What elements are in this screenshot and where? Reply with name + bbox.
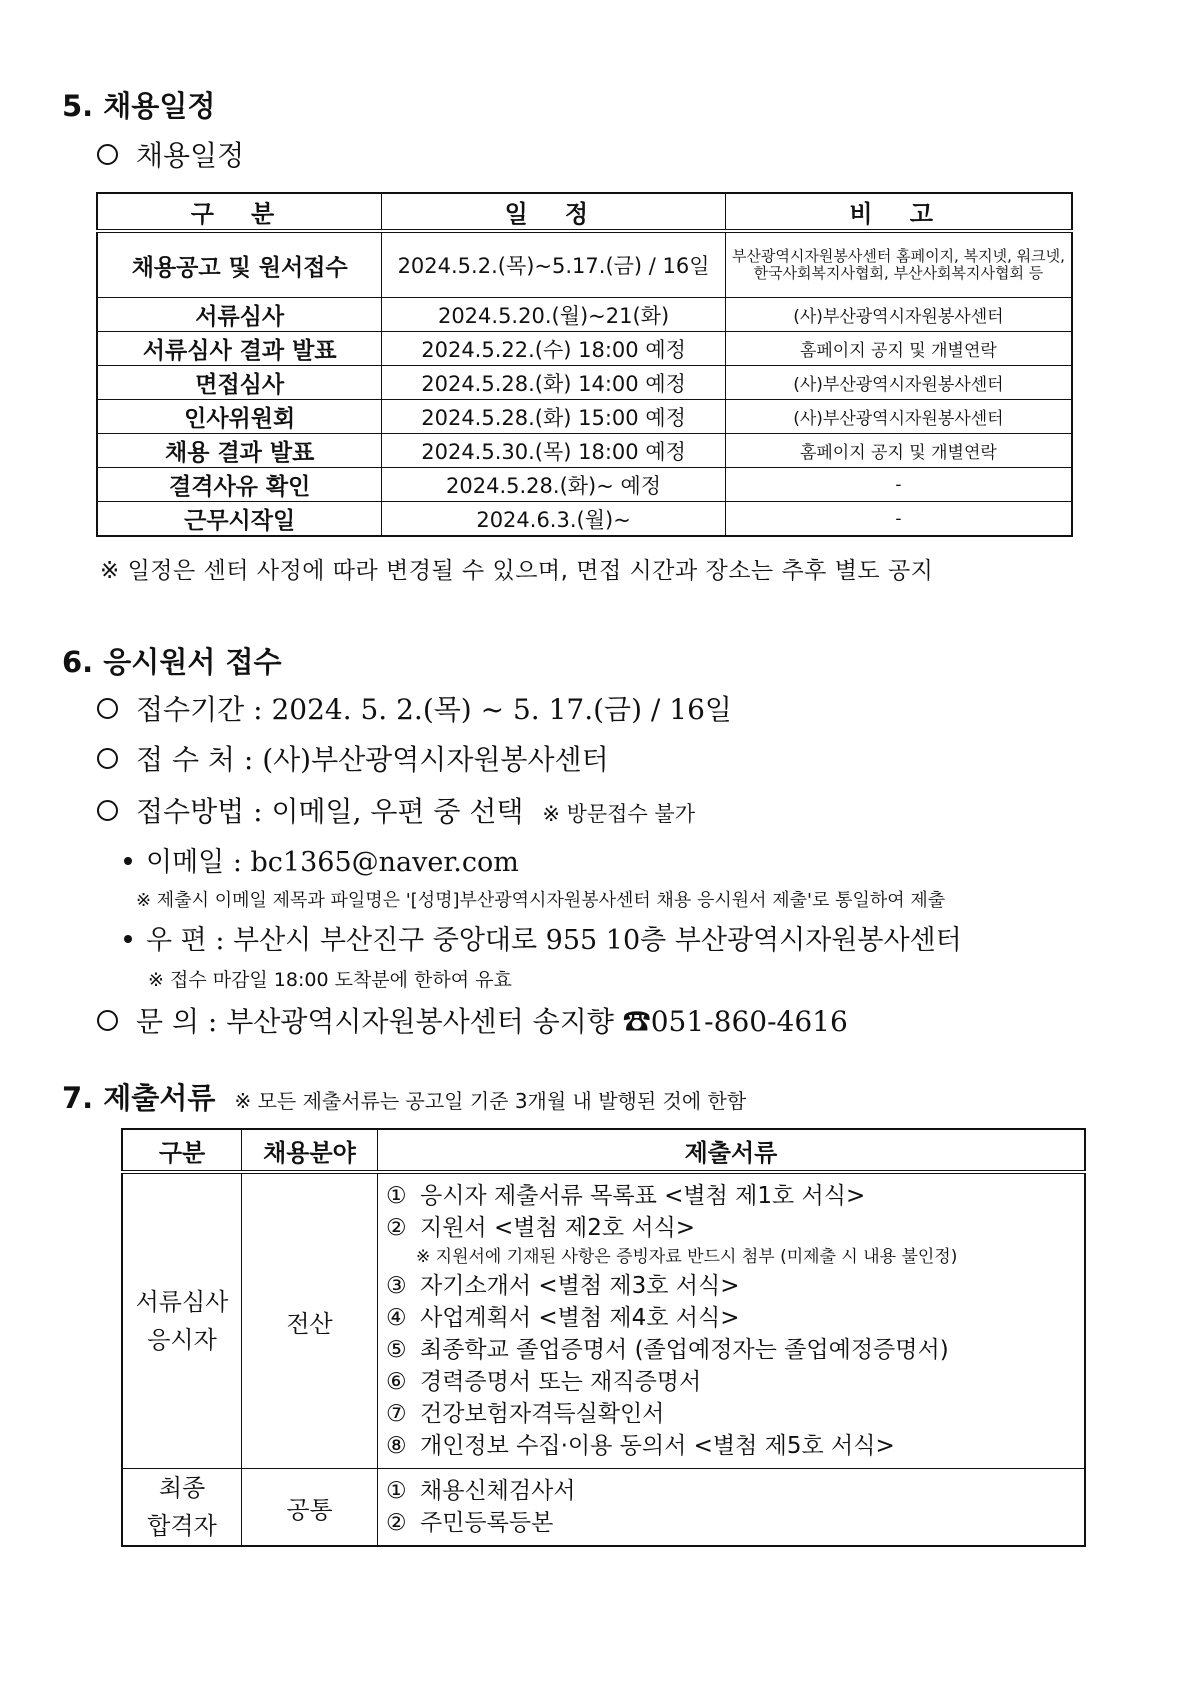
item-number: ③: [386, 1273, 407, 1299]
item-text: 건강보험자격득실확인서: [420, 1401, 665, 1427]
list-item: [386, 1180, 1084, 1212]
section6-title: 6. 응시원서 접수: [62, 645, 282, 679]
item-text: 경력증명서 또는 재직증명서: [420, 1369, 702, 1395]
table-row: [97, 468, 1072, 502]
section7-note: ※ 모든 제출서류는 공고일 기준 3개월 내 발행된 것에 한함: [234, 1089, 747, 1113]
list-item: [386, 1366, 1084, 1398]
item-number: ②: [386, 1215, 407, 1241]
schedule-table: [96, 192, 1073, 537]
method-note: ※ 방문접수 불가: [542, 802, 696, 826]
email-label: 이메일: [146, 847, 225, 878]
method-value: 이메일, 우편 중 선택: [271, 795, 524, 828]
item-number: ④: [386, 1305, 407, 1331]
docs-header-field: 채용분야: [242, 1129, 378, 1172]
list-item: [386, 1270, 1084, 1302]
schedule-date: 2024.5.28.(화) 15:00 예정: [382, 400, 725, 434]
docs-list: [378, 1469, 1086, 1547]
section5-title: 5. 채용일정: [62, 89, 216, 123]
circle-bullet-icon: [97, 1010, 118, 1031]
circle-bullet-icon: [97, 698, 118, 719]
schedule-date: 2024.5.20.(월)~21(화): [382, 298, 725, 332]
mail-note: ※ 접수 마감일 18:00 도착분에 한하여 유효: [148, 969, 512, 991]
list-item: [386, 1398, 1084, 1430]
mail-value: 부산시 부산진구 중앙대로 955 10층 부산광역시자원봉사센터: [233, 925, 962, 956]
list-item: [386, 1475, 1084, 1507]
place-row: 접 수 처 : (사)부산광역시자원봉사센터: [97, 738, 609, 778]
phone-icon: ☎: [622, 1005, 651, 1038]
inquiry-value: 부산광역시자원봉사센터 송지향: [226, 1005, 614, 1038]
inquiry-row: 문 의 : 부산광역시자원봉사센터 송지향 ☎051-860-4616: [97, 1000, 848, 1040]
docs-field: 공통: [242, 1469, 378, 1547]
period-row: 접수기간 : 2024. 5. 2.(목) ~ 5. 17.(금) / 16일: [97, 688, 732, 728]
documents-table: [121, 1128, 1086, 1547]
item-text: 응시자 제출서류 목록표 <별첨 제1호 서식>: [420, 1183, 866, 1209]
schedule-date: 2024.6.3.(월)~: [382, 502, 725, 537]
mail-row: 우 편 : 부산시 부산진구 중앙대로 955 10층 부산광역시자원봉사센터: [124, 918, 962, 957]
schedule-footnote: ※ 일정은 센터 사정에 따라 변경될 수 있으며, 면접 시간과 장소는 추후 별도 공지: [100, 558, 934, 584]
table-row: [97, 366, 1072, 400]
schedule-header-schedule: 일 정: [382, 193, 725, 231]
period-value: 2024. 5. 2.(목) ~ 5. 17.(금) / 16일: [271, 693, 732, 726]
schedule-category: 서류심사 결과 발표: [97, 332, 382, 366]
docs-header-category: 구분: [122, 1129, 242, 1172]
table-row: [122, 1469, 1085, 1547]
schedule-date: 2024.5.30.(목) 18:00 예정: [382, 434, 725, 468]
item-text: 최종학교 졸업증명서 (졸업예정자는 졸업예정증명서): [420, 1337, 949, 1363]
item-text: 개인정보 수집·이용 동의서 <별첨 제5호 서식>: [420, 1433, 895, 1459]
table-row: [97, 400, 1072, 434]
schedule-date: 2024.5.28.(화) 14:00 예정: [382, 366, 725, 400]
mail-label: 우 편: [146, 925, 207, 956]
schedule-date: 2024.5.2.(목)~5.17.(금) / 16일: [382, 231, 725, 298]
schedule-category: 서류심사: [97, 298, 382, 332]
item-number: ①: [386, 1183, 407, 1209]
item-number: ⑧: [386, 1433, 407, 1459]
item-number: ②: [386, 1510, 407, 1536]
item-number: ①: [386, 1478, 407, 1504]
schedule-note: 홈페이지 공지 및 개별연락: [725, 434, 1072, 468]
phone-number: 051-860-4616: [650, 1005, 848, 1038]
schedule-header-note: 비 고: [725, 193, 1072, 231]
item-text: 사업계획서 <별첨 제4호 서식>: [420, 1305, 740, 1331]
table-row: [97, 332, 1072, 366]
item-text: 채용신체검사서: [420, 1478, 576, 1504]
table-row: [97, 298, 1072, 332]
item-number: ⑤: [386, 1337, 407, 1363]
list-item: [386, 1430, 1084, 1462]
schedule-date: 2024.5.28.(화)~ 예정: [382, 468, 725, 502]
docs-category: [122, 1172, 242, 1469]
section5-subtitle-row: [97, 134, 244, 174]
section7-title: 7. 제출서류: [62, 1081, 216, 1115]
place-value: (사)부산광역시자원봉사센터: [262, 743, 609, 776]
dot-bullet-icon: [124, 935, 132, 943]
schedule-note: -: [725, 502, 1072, 537]
docs-field: 전산: [242, 1172, 378, 1469]
schedule-date: 2024.5.22.(수) 18:00 예정: [382, 332, 725, 366]
circle-bullet-icon: [97, 144, 118, 165]
method-label: 접수방법: [136, 795, 245, 828]
schedule-note: -: [725, 468, 1072, 502]
circle-bullet-icon: [97, 800, 118, 821]
item-text: 자기소개서 <별첨 제3호 서식>: [420, 1273, 740, 1299]
list-item: [386, 1507, 1084, 1539]
section7-header: [62, 1076, 746, 1117]
dot-bullet-icon: [124, 857, 132, 865]
list-item: [386, 1212, 1084, 1244]
docs-category: [122, 1469, 242, 1547]
method-row: 접수방법 : 이메일, 우편 중 선택 ※ 방문접수 불가: [97, 790, 695, 830]
schedule-category: 인사위원회: [97, 400, 382, 434]
item-text: 주민등록등본: [420, 1510, 554, 1536]
item-text: 지원서 <별첨 제2호 서식>: [420, 1215, 696, 1241]
schedule-note: 홈페이지 공지 및 개별연락: [725, 332, 1072, 366]
list-item: [386, 1334, 1084, 1366]
email-value: bc1365@naver.com: [250, 847, 519, 878]
item-number: ⑥: [386, 1369, 407, 1395]
place-label: 접 수 처: [136, 743, 235, 776]
schedule-note: (사)부산광역시자원봉사센터: [725, 298, 1072, 332]
docs-header-documents: 제출서류: [378, 1129, 1086, 1172]
schedule-category: 근무시작일: [97, 502, 382, 537]
docs-list: [378, 1172, 1086, 1469]
table-row: [97, 434, 1072, 468]
schedule-note: (사)부산광역시자원봉사센터: [725, 366, 1072, 400]
table-row: [97, 231, 1072, 298]
docs-category-line2: 응시자: [147, 1326, 217, 1354]
inquiry-label: 문 의: [136, 1005, 199, 1038]
table-row: [122, 1172, 1085, 1469]
docs-category-line2: 합격자: [147, 1512, 217, 1540]
item-number: ⑦: [386, 1401, 407, 1427]
list-item: [386, 1302, 1084, 1334]
schedule-category: 채용 결과 발표: [97, 434, 382, 468]
docs-category-line1: 최종: [158, 1474, 206, 1502]
period-label: 접수기간: [136, 693, 245, 726]
schedule-note: 부산광역시자원봉사센터 홈페이지, 복지넷, 워크넷, 한국사회복지사협회, 부산사회복지사협회 등: [725, 231, 1072, 298]
schedule-category: 채용공고 및 원서접수: [97, 231, 382, 298]
schedule-header-category: 구 분: [97, 193, 382, 231]
schedule-note: (사)부산광역시자원봉사센터: [725, 400, 1072, 434]
schedule-category: 면접심사: [97, 366, 382, 400]
docs-category-line1: 서류심사: [135, 1288, 229, 1316]
schedule-category: 결격사유 확인: [97, 468, 382, 502]
list-sub-note: ※ 지원서에 기재된 사항은 증빙자료 반드시 첨부 (미제출 시 내용 불인정): [416, 1247, 958, 1267]
table-row: [97, 502, 1072, 537]
email-note: ※ 제출시 이메일 제목과 파일명은 '[성명]부산광역시자원봉사센터 채용 응시원서 제출'로 통일하여 제출: [136, 890, 946, 911]
email-row: 이메일 : bc1365@naver.com: [124, 840, 519, 879]
circle-bullet-icon: [97, 748, 118, 769]
section5-subtitle: 채용일정: [136, 139, 245, 172]
